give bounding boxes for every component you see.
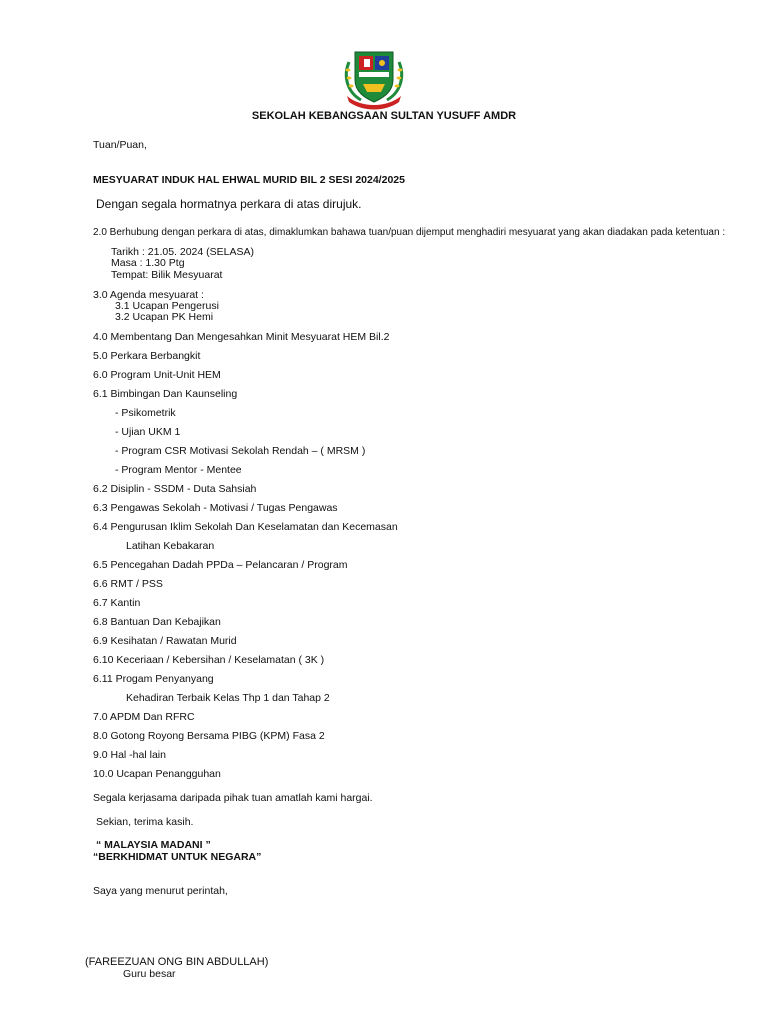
salutation: Tuan/Puan, — [93, 139, 147, 151]
agenda-item: - Program CSR Motivasi Sekolah Rendah – ( MRSM ) — [115, 445, 366, 457]
detail-tempat: Tempat: Bilik Mesyuarat — [111, 269, 223, 281]
agenda-item: 6.7 Kantin — [93, 597, 141, 609]
agenda-item: 6.10 Keceriaan / Kebersihan / Keselamatan ( 3K ) — [93, 654, 325, 666]
agenda-sub-item: 3.2 Ucapan PK Hemi — [115, 311, 214, 323]
detail-masa: Masa : 1.30 Ptg — [111, 257, 185, 269]
agenda-item: - Psikometrik — [115, 407, 176, 419]
agenda-item: - Ujian UKM 1 — [115, 426, 181, 438]
agenda-item: 5.0 Perkara Berbangkit — [93, 350, 201, 362]
closing-thanks: Segala kerjasama daripada pihak tuan amatlah kami hargai. — [93, 792, 373, 804]
slogan-berkhidmat: “BERKHIDMAT UNTUK NEGARA” — [93, 851, 262, 863]
agenda-item: Kehadiran Terbaik Kelas Thp 1 dan Tahap 2 — [126, 692, 330, 704]
intro-line: Dengan segala hormatnya perkara di atas dirujuk. — [96, 197, 362, 211]
agenda-item: 6.5 Pencegahan Dadah PPDa – Pelancaran / Program — [93, 559, 348, 571]
school-crest-logo — [341, 44, 407, 110]
agenda-item: 9.0 Hal -hal lain — [93, 749, 166, 761]
closing-sekian: Sekian, terima kasih. — [96, 816, 194, 828]
signatory-name: (FAREEZUAN ONG BIN ABDULLAH) — [85, 956, 269, 968]
slogan-malaysia-madani: “ MALAYSIA MADANI ” — [96, 839, 211, 851]
detail-tarikh: Tarikh : 21.05. 2024 (SELASA) — [111, 246, 254, 258]
agenda-item: 6.6 RMT / PSS — [93, 578, 163, 590]
agenda-heading: 3.0 Agenda mesyuarat : — [93, 289, 204, 301]
closing-perintah: Saya yang menurut perintah, — [93, 885, 228, 897]
agenda-item: 6.8 Bantuan Dan Kebajikan — [93, 616, 221, 628]
agenda-item: 6.11 Progam Penyanyang — [93, 673, 214, 685]
subject-line: MESYUARAT INDUK HAL EHWAL MURID BIL 2 SESI 2024/2025 — [93, 174, 405, 186]
agenda-item: - Program Mentor - Mentee — [115, 464, 242, 476]
agenda-item: 6.0 Program Unit-Unit HEM — [93, 369, 221, 381]
agenda-item: Latihan Kebakaran — [126, 540, 215, 552]
paragraph-2: 2.0 Berhubung dengan perkara di atas, dimaklumkan bahawa tuan/puan dijemput menghadiri mesyuarat yang akan diadakan pada ketentuan : — [93, 227, 726, 238]
agenda-item: 6.2 Disiplin - SSDM - Duta Sahsiah — [93, 483, 257, 495]
agenda-item: 6.3 Pengawas Sekolah - Motivasi / Tugas Pengawas — [93, 502, 338, 514]
agenda-item: 4.0 Membentang Dan Mengesahkan Minit Mesyuarat HEM Bil.2 — [93, 331, 390, 343]
school-name-heading: SEKOLAH KEBANGSAAN SULTAN YUSUFF AMDR — [251, 110, 517, 122]
agenda-item: 8.0 Gotong Royong Bersama PIBG (KPM) Fasa 2 — [93, 730, 325, 742]
agenda-item: 6.9 Kesihatan / Rawatan Murid — [93, 635, 237, 647]
agenda-item: 7.0 APDM Dan RFRC — [93, 711, 195, 723]
agenda-sub-item: 3.1 Ucapan Pengerusi — [115, 300, 219, 312]
agenda-item: 6.1 Bimbingan Dan Kaunseling — [93, 388, 238, 400]
agenda-item: 6.4 Pengurusan Iklim Sekolah Dan Keselamatan dan Kecemasan — [93, 521, 398, 533]
agenda-item: 10.0 Ucapan Penangguhan — [93, 768, 221, 780]
signatory-title: Guru besar — [123, 968, 176, 980]
